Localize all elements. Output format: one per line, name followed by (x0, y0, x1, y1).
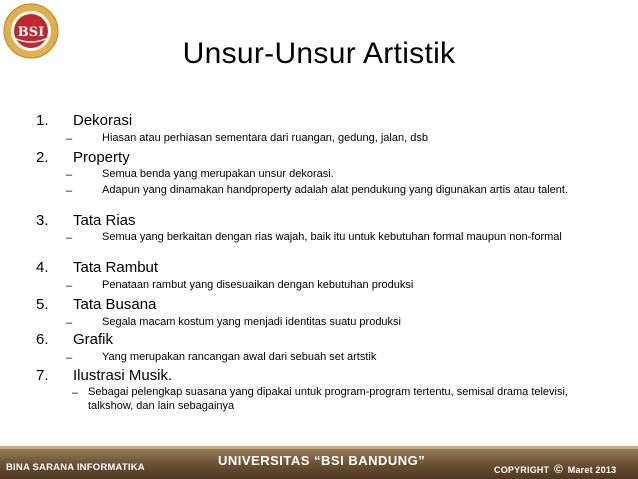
item-number: 6. (36, 331, 49, 348)
item-heading: Grafik (73, 331, 114, 348)
dash-bullet: – (72, 387, 79, 399)
dash-bullet: – (66, 133, 73, 145)
slide-title: Unsur-Unsur Artistik (182, 37, 456, 70)
item-sub: Semua benda yang merupakan unsur dekorasi. (102, 168, 334, 180)
item-heading: Property (73, 149, 130, 166)
copyright-label: COPYRIGHT (494, 465, 550, 475)
item-heading: Ilustrasi Musik. (73, 367, 173, 384)
item-sub: Yang merupakan rancangan awal dari sebuah set artstik (102, 351, 377, 363)
item-sub: Adapun yang dinamakan handproperty adalah alat pendukung yang digunakan artis atau talent. (102, 184, 569, 196)
item-number: 3. (36, 212, 49, 229)
footer-center-text: UNIVERSITAS “BSI BANDUNG” (218, 453, 426, 468)
item-sub: Segala macam kostum yang menjadi identitas suatu produksi (102, 316, 401, 328)
item-number: 1. (36, 112, 49, 129)
item-heading: Tata Busana (73, 296, 157, 313)
item-number: 4. (36, 259, 49, 276)
logo-text: BSI (17, 25, 45, 40)
item-sub: Hiasan atau perhiasan sementara dari ruangan, gedung, jalan, dsb (102, 132, 428, 144)
dash-bullet: – (66, 317, 73, 329)
copyright-icon: © (554, 462, 564, 476)
dash-bullet: – (66, 185, 73, 197)
footer-left-text: BINA SARANA INFORMATIKA (6, 462, 145, 473)
item-heading: Tata Rias (73, 212, 136, 229)
copyright-date: Maret 2013 (567, 465, 617, 475)
item-sub: Sebagai pelengkap suasana yang dipakai untuk program-program tertentu, semisal drama televisi, talkshow, dan lain sebagainya (88, 386, 568, 412)
dash-bullet: – (66, 280, 73, 292)
footer-divider (0, 446, 638, 449)
dash-bullet: – (66, 352, 73, 364)
item-number: 5. (36, 296, 49, 313)
item-sub: Penataan rambut yang disesuaikan dengan kebutuhan produksi (102, 279, 414, 291)
item-heading: Tata Rambut (73, 259, 159, 276)
dash-bullet: – (66, 169, 73, 181)
item-heading: Dekorasi (73, 112, 133, 129)
footer-copyright (494, 462, 616, 476)
item-sub: Semua yang berkaitan dengan rias wajah, baik itu untuk kebutuhan formal maupun non-formal (102, 231, 562, 243)
dash-bullet: – (66, 232, 73, 244)
item-number: 7. (36, 367, 49, 384)
item-number: 2. (36, 149, 49, 166)
